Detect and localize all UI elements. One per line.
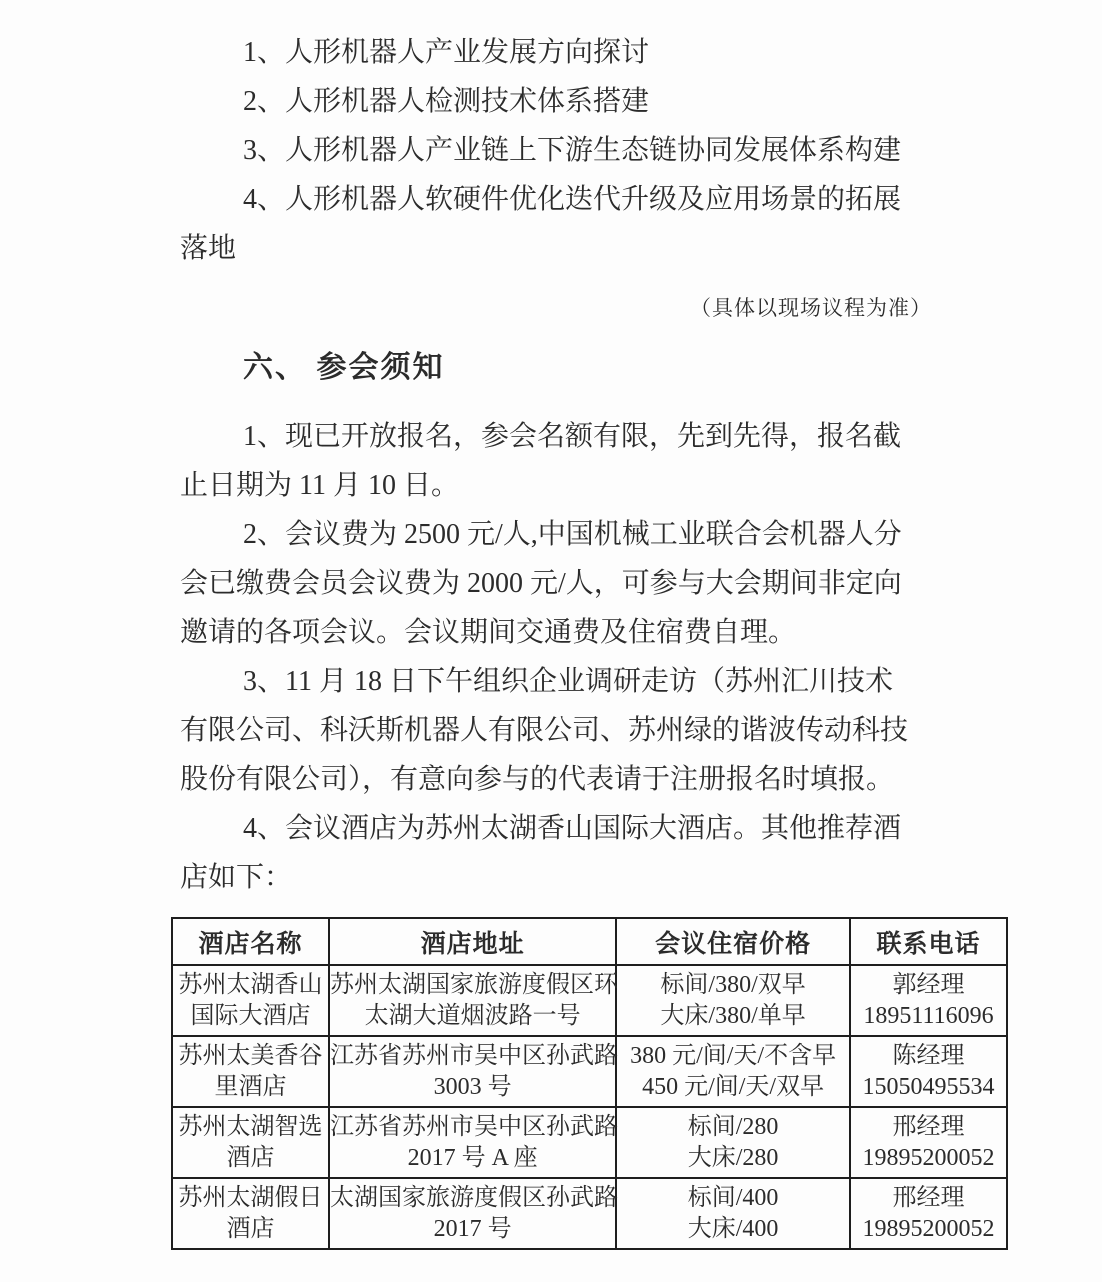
notice-line: 会已缴费会员会议费为 2000 元/人，可参与大会期间非定向 [180,568,902,599]
hotel-name-line: 苏州太湖假日 [178,1184,323,1211]
hotel-contact-name: 邢经理 [892,1184,965,1211]
notice-line: 4、会议酒店为苏州太湖香山国际大酒店。其他推荐酒 [243,813,902,844]
hotel-address-line: 3003 号 [433,1073,512,1100]
notice-line: 1、现已开放报名，参会名额有限，先到先得，报名截 [243,421,902,452]
hotel-price-line: 标间/380/双早 [660,971,806,998]
hotel-contact-phone: 19895200052 [862,1144,995,1171]
hotel-name [172,1178,329,1249]
hotel-name-line: 苏州太美香谷 [178,1042,323,1069]
hotel-name-line: 苏州太湖香山 [178,971,323,998]
hotel-address-line: 江苏省苏州市吴中区孙武路 [329,1042,618,1069]
hotel-table-header-row [172,918,1007,965]
agenda-topic-3: 3、人形机器人产业链上下游生态链协同发展体系构建 [243,135,902,166]
section-heading: 六、 参会须知 [243,351,445,384]
hotel-address-line: 太湖大道烟波路一号 [364,1002,581,1029]
hotel-address-line: 2017 号 A 座 [407,1144,538,1171]
hotel-table-container [171,917,1008,1250]
agenda-topic-4-continuation: 落地 [180,233,237,264]
hotel-price-line: 大床/400 [687,1215,779,1242]
hotel-contact [850,965,1007,1036]
notice-line: 2、会议费为 2500 元/人,中国机械工业联合会机器人分 [243,519,902,550]
hotel-row-4 [172,1178,1007,1249]
hotel-price-line: 大床/380/单早 [660,1002,806,1029]
notice-paragraph-1 [180,412,932,510]
agenda-note: （具体以现场议程为准） [690,296,932,320]
notice-line: 店如下： [180,862,293,893]
hotel-contact [850,1107,1007,1178]
hotel-address-line: 太湖国家旅游度假区孙武路 [329,1184,618,1211]
hotel-price [616,965,850,1036]
notice-line: 邀请的各项会议。会议期间交通费及住宿费自理。 [180,617,797,648]
hotel-row-2 [172,1036,1007,1107]
hotel-price-line: 标间/280 [687,1113,779,1140]
agenda-topic-1: 1、人形机器人产业发展方向探讨 [243,37,650,68]
hotel-price-line: 标间/400 [687,1184,779,1211]
notice-paragraph-4 [180,804,932,902]
agenda-topic-4: 4、人形机器人软硬件优化迭代升级及应用场景的拓展 [243,184,902,215]
header-hotel-name: 酒店名称 [172,918,329,965]
hotel-address [329,1107,616,1178]
hotel-price [616,1178,850,1249]
hotel-price [616,1107,850,1178]
hotel-name [172,1107,329,1178]
hotel-price-line: 380 元/间/天/不含早 [630,1042,837,1069]
notice-line: 股份有限公司），有意向参与的代表请于注册报名时填报。 [180,764,895,795]
hotel-contact-name: 陈经理 [892,1042,965,1069]
hotel-contact-phone: 18951116096 [863,1002,994,1029]
hotel-contact [850,1036,1007,1107]
hotel-name [172,1036,329,1107]
notice-paragraph-2 [180,510,932,657]
header-hotel-phone: 联系电话 [850,918,1007,965]
hotel-name [172,965,329,1036]
hotel-contact-phone: 15050495534 [862,1073,995,1100]
agenda-topic-list [180,28,932,273]
header-hotel-address: 酒店地址 [329,918,616,965]
hotel-name-line: 苏州太湖智选 [178,1113,323,1140]
hotel-name-line: 酒店 [226,1215,275,1242]
notice-paragraph-3 [180,657,932,804]
hotel-price-line: 大床/280 [687,1144,779,1171]
hotel-address [329,1178,616,1249]
hotel-address [329,1036,616,1107]
hotel-name-line: 酒店 [226,1144,275,1171]
hotel-name-line: 里酒店 [214,1073,287,1100]
hotel-price [616,1036,850,1107]
hotel-row-3 [172,1107,1007,1178]
hotel-address-line: 2017 号 [433,1215,512,1242]
header-hotel-price: 会议住宿价格 [616,918,850,965]
hotel-address-line: 苏州太湖国家旅游度假区环 [329,971,618,998]
hotel-address-line: 江苏省苏州市吴中区孙武路 [329,1113,618,1140]
hotel-name-line: 国际大酒店 [190,1002,311,1029]
hotel-contact [850,1178,1007,1249]
notice-paragraphs [180,412,932,902]
hotel-address [329,965,616,1036]
notice-line: 止日期为 11 月 10 日。 [180,470,459,501]
hotel-contact-name: 郭经理 [892,971,965,998]
agenda-topic-2: 2、人形机器人检测技术体系搭建 [243,86,650,117]
hotel-contact-name: 邢经理 [892,1113,965,1140]
hotel-price-line: 450 元/间/天/双早 [642,1073,825,1100]
hotel-row-1 [172,965,1007,1036]
notice-line: 3、11 月 18 日下午组织企业调研走访（苏州汇川技术 [243,666,893,697]
notice-line: 有限公司、科沃斯机器人有限公司、苏州绿的谐波传动科技 [180,715,909,746]
hotel-table [171,917,1008,1250]
hotel-contact-phone: 19895200052 [862,1215,995,1242]
